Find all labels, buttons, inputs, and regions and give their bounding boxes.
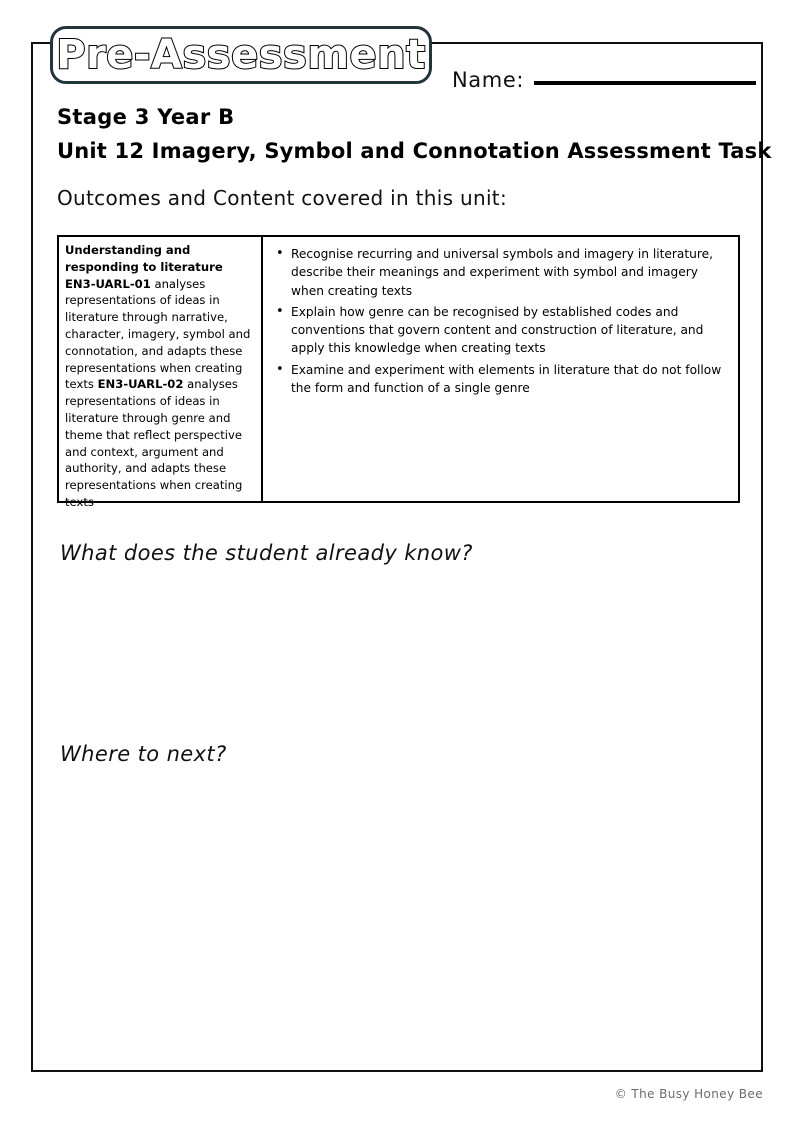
outcomes-cell xyxy=(59,237,263,509)
outcomes-intro: Outcomes and Content covered in this unit: xyxy=(57,186,507,210)
outcome-code-1: EN3-UARL-01 xyxy=(65,276,151,291)
unit-heading: Unit 12 Imagery, Symbol and Connotation Assessment Task xyxy=(57,139,772,163)
content-points-cell xyxy=(263,237,738,501)
outcomes-table xyxy=(57,235,740,509)
outcome-text-1: analyses representations of ideas in literature through narrative, character, imagery, symbol and connotation, and adapts these representations when creating texts xyxy=(65,276,251,392)
page-title: Pre-Assessment xyxy=(56,32,426,78)
name-input-line[interactable] xyxy=(534,81,756,85)
content-points-list xyxy=(271,245,728,397)
name-field-row xyxy=(452,68,756,92)
prompt-prior-knowledge: What does the student already know? xyxy=(60,541,473,565)
list-item: • Examine and experiment with elements in literature that do not follow the form and function of a single genre xyxy=(291,361,728,398)
list-item: • Recognise recurring and universal symbols and imagery in literature, describe their meanings and experiment with symbol and imagery when creating texts xyxy=(291,245,728,300)
stage-heading: Stage 3 Year B xyxy=(57,105,235,129)
footer-credit: © The Busy Honey Bee xyxy=(614,1087,763,1101)
focus-area-label: Understanding and responding to literature xyxy=(65,243,223,274)
outcome-code-2: EN3-UARL-02 xyxy=(97,377,184,392)
title-badge xyxy=(50,26,432,84)
prompt-next-steps: Where to next? xyxy=(60,742,227,766)
list-item: • Explain how genre can be recognised by established codes and conventions that govern content and construction of literature, and apply this knowledge when creating texts xyxy=(291,303,728,358)
name-label: Name: xyxy=(452,68,525,92)
outcome-text-2: analyses representations of ideas in literature through genre and theme that reflect perspective and context, argument and authority, and adapts these representations when creating texts xyxy=(65,377,243,509)
